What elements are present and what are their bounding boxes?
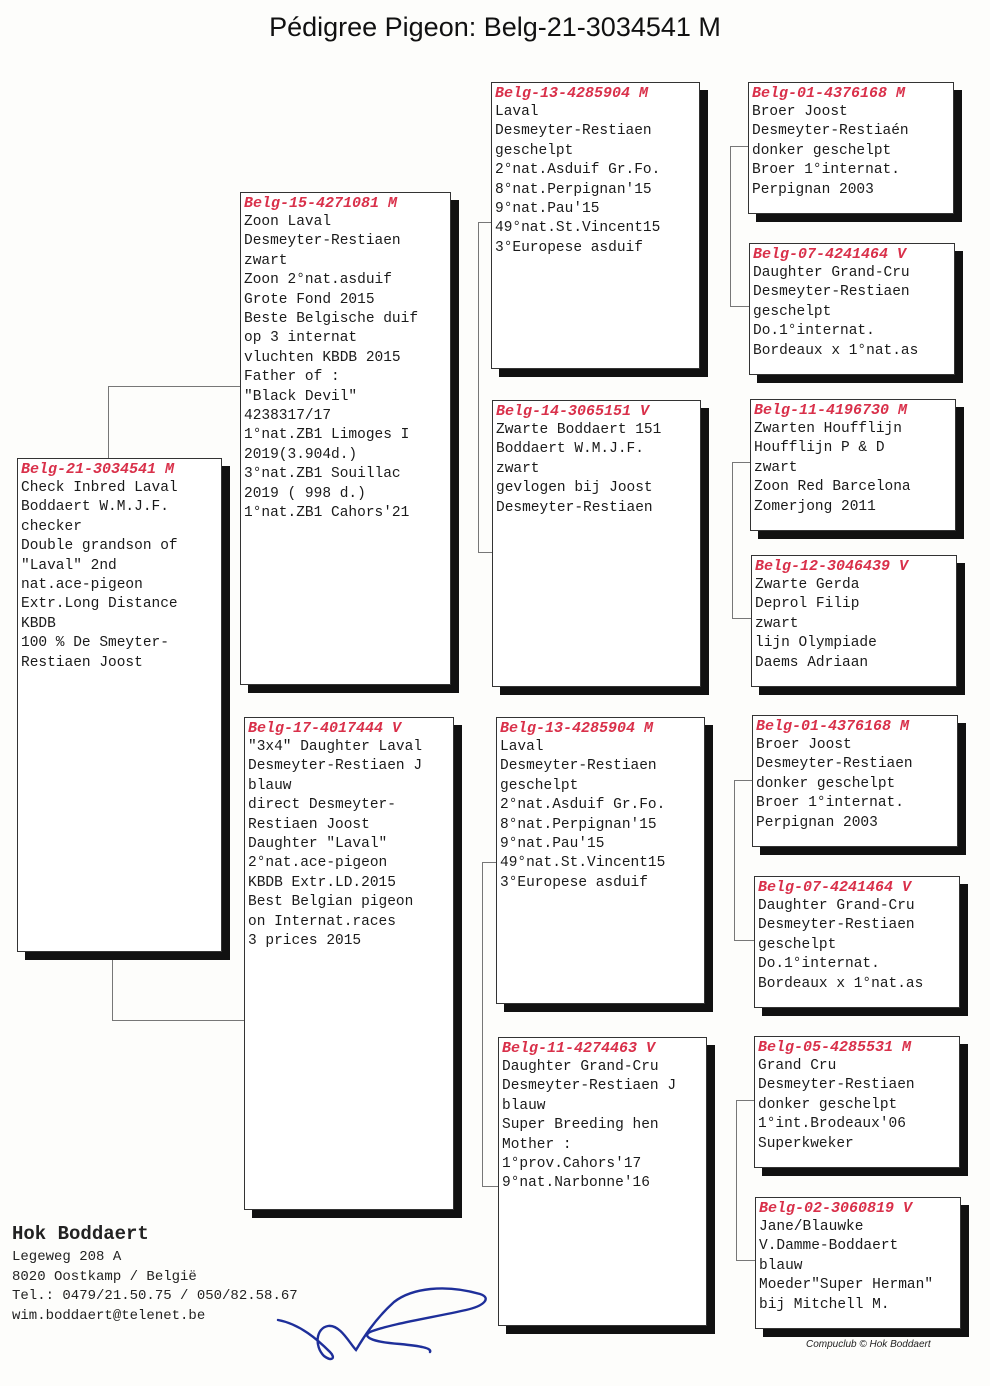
pigeon-details xyxy=(502,1058,706,1194)
ring-number: Belg-15-4271081 M xyxy=(244,195,398,212)
detail-line: Moeder"Super Herman" xyxy=(759,1277,934,1294)
detail-line: Broer 1°internat. xyxy=(752,162,900,179)
detail-line: geschelpt xyxy=(500,777,579,794)
detail-line: 1°int.Brodeaux'06 xyxy=(758,1116,906,1133)
detail-line: Desmeyter-Restiaen xyxy=(495,123,652,140)
pigeon-details xyxy=(756,736,957,833)
ring-number: Belg-13-4285904 M xyxy=(500,720,654,737)
detail-line: 49°nat.St.Vincent15 xyxy=(500,855,666,872)
pigeon-details xyxy=(495,103,699,258)
detail-line: vluchten KBDB 2015 xyxy=(244,349,401,366)
detail-line: KBDB xyxy=(21,615,56,632)
breeder-city: 8020 Oostkamp / België xyxy=(12,1268,197,1285)
card-subject xyxy=(17,458,222,952)
page-title: Pédigree Pigeon: Belg-21-3034541 M xyxy=(269,12,721,42)
breeder-address: Legeweg 208 A xyxy=(12,1249,122,1265)
detail-line: Bordeaux x 1°nat.as xyxy=(758,975,924,992)
detail-line: donker geschelpt xyxy=(758,1096,898,1113)
detail-line: 9°nat.Pau'15 xyxy=(495,201,600,218)
detail-line: 3°Europese asduif xyxy=(495,239,643,256)
ring-number: Belg-01-4376168 M xyxy=(756,718,910,735)
signature xyxy=(270,1280,500,1375)
connector xyxy=(732,462,750,463)
pigeon-details xyxy=(758,1057,959,1154)
detail-line: 9°nat.Pau'15 xyxy=(500,836,605,853)
ring-number: Belg-05-4285531 M xyxy=(758,1039,912,1056)
detail-line: Zoon Laval xyxy=(244,214,332,230)
card-mff xyxy=(752,715,958,847)
pigeon-details xyxy=(754,420,955,517)
detail-line: Daughter Grand-Cru xyxy=(758,898,915,914)
detail-line: 2019(3.904d.) xyxy=(244,446,358,463)
detail-line: Grote Fond 2015 xyxy=(244,291,375,308)
card-mmm xyxy=(755,1197,961,1329)
detail-line: Jane/Blauwke xyxy=(759,1219,864,1235)
card-mother-father xyxy=(496,717,705,1004)
detail-line: Deprol Filip xyxy=(755,596,860,613)
pigeon-details xyxy=(759,1218,960,1315)
detail-line: blauw xyxy=(759,1257,803,1274)
detail-line: Broer Joost xyxy=(756,737,852,753)
detail-line: Father of : xyxy=(244,369,340,386)
ring-number: Belg-11-4196730 M xyxy=(754,402,908,419)
detail-line: Zomerjong 2011 xyxy=(754,498,876,515)
detail-line: KBDB Extr.LD.2015 xyxy=(248,874,396,891)
detail-line: donker geschelpt xyxy=(756,775,896,792)
card-father-father xyxy=(491,82,700,369)
detail-line: Desmeyter-Restiaén xyxy=(752,123,909,140)
detail-line: Desmeyter-Restiaen xyxy=(758,1077,915,1094)
connector xyxy=(736,1100,737,1260)
detail-line: Zwarten Houfflijn xyxy=(754,421,902,437)
card-father-mother xyxy=(492,400,701,687)
connector xyxy=(478,552,492,553)
detail-line: direct Desmeyter- xyxy=(248,797,396,814)
connector xyxy=(730,146,748,147)
connector xyxy=(108,386,109,458)
detail-line: Desmeyter-Restiaen J xyxy=(248,758,423,775)
detail-line: Desmeyter-Restiaen J xyxy=(502,1078,677,1095)
detail-line: geschelpt xyxy=(758,936,837,953)
connector xyxy=(112,1020,245,1021)
breeder-phone: Tel.: 0479/21.50.75 / 050/82.58.67 xyxy=(12,1288,298,1304)
detail-line: lijn Olympiade xyxy=(755,635,877,652)
detail-line: Boddaert W.M.J.F. xyxy=(496,441,644,458)
detail-line: 2019 ( 998 d.) xyxy=(244,485,366,502)
detail-line: Desmeyter-Restiaen xyxy=(496,499,653,516)
pigeon-details xyxy=(755,576,956,673)
detail-line: 49°nat.St.Vincent15 xyxy=(495,220,661,237)
detail-line: Do.1°internat. xyxy=(753,323,875,340)
ring-number: Belg-21-3034541 M xyxy=(21,461,175,478)
card-mother xyxy=(244,717,454,1210)
detail-line: Boddaert W.M.J.F. xyxy=(21,499,169,516)
connector xyxy=(482,862,483,1186)
detail-line: bij Mitchell M. xyxy=(759,1296,890,1313)
detail-line: Daughter "Laval" xyxy=(248,836,388,853)
connector xyxy=(108,386,241,387)
pigeon-details xyxy=(752,103,953,200)
detail-line: 3°nat.ZB1 Souillac xyxy=(244,466,401,483)
ring-number: Belg-02-3060819 V xyxy=(759,1200,913,1217)
detail-line: 2°nat.ace-pigeon xyxy=(248,855,388,872)
detail-line: 2°nat.Asduif Gr.Fo. xyxy=(500,797,666,814)
detail-line: Daems Adriaan xyxy=(755,654,869,671)
detail-line: 9°nat.Narbonne'16 xyxy=(502,1175,650,1192)
ring-number: Belg-07-4241464 V xyxy=(753,246,907,263)
detail-line: 100 % De Smeyter- xyxy=(21,635,169,652)
card-mother-mother xyxy=(498,1037,707,1326)
ring-number: Belg-13-4285904 M xyxy=(495,85,649,102)
ring-number: Belg-11-4274463 V xyxy=(502,1040,656,1057)
card-ffm xyxy=(749,243,955,375)
pigeon-details xyxy=(496,421,700,518)
detail-line: zwart xyxy=(244,252,288,269)
detail-line: Desmeyter-Restiaen xyxy=(756,756,913,773)
pigeon-details xyxy=(758,897,959,994)
detail-line: gevlogen bij Joost xyxy=(496,480,653,497)
detail-line: donker geschelpt xyxy=(752,142,892,159)
ring-number: Belg-12-3046439 V xyxy=(755,558,909,575)
detail-line: Do.1°internat. xyxy=(758,956,880,973)
connector xyxy=(736,1100,754,1101)
detail-line: Restiaen Joost xyxy=(248,816,370,833)
detail-line: on Internat.races xyxy=(248,913,396,930)
connector xyxy=(478,222,491,223)
detail-line: 8°nat.Perpignan'15 xyxy=(500,816,657,833)
detail-line: Mother : xyxy=(502,1136,572,1153)
detail-line: Laval xyxy=(495,104,539,120)
detail-line: Perpignan 2003 xyxy=(756,814,878,831)
detail-line: Broer Joost xyxy=(752,104,848,120)
detail-line: zwart xyxy=(496,460,540,477)
connector xyxy=(734,940,754,941)
card-fmf xyxy=(750,399,956,531)
detail-line: "3x4" Daughter Laval xyxy=(248,739,423,755)
detail-line: zwart xyxy=(755,615,799,632)
detail-line: Zoon 2°nat.asduif xyxy=(244,272,392,289)
detail-line: Desmeyter-Restiaen xyxy=(753,284,910,301)
breeder-contact xyxy=(12,1222,298,1326)
detail-line: Daughter Grand-Cru xyxy=(753,265,910,281)
ring-number: Belg-14-3065151 V xyxy=(496,403,650,420)
connector xyxy=(730,146,731,306)
pigeon-details xyxy=(21,479,221,673)
detail-line: zwart xyxy=(754,459,798,476)
detail-line: nat.ace-pigeon xyxy=(21,577,143,594)
detail-line: Perpignan 2003 xyxy=(752,181,874,198)
detail-line: "Laval" 2nd xyxy=(21,557,117,574)
detail-line: Extr.Long Distance xyxy=(21,596,178,613)
ring-number: Belg-07-4241464 V xyxy=(758,879,912,896)
detail-line: 3°Europese asduif xyxy=(500,874,648,891)
detail-line: blauw xyxy=(248,777,292,794)
detail-line: 4238317/17 xyxy=(244,408,332,425)
detail-line: 8°nat.Perpignan'15 xyxy=(495,181,652,198)
detail-line: geschelpt xyxy=(495,142,574,159)
detail-line: Bordeaux x 1°nat.as xyxy=(753,342,919,359)
detail-line: Beste Belgische duif xyxy=(244,311,419,328)
detail-line: geschelpt xyxy=(753,303,832,320)
breeder-name: Hok Boddaert xyxy=(12,1223,149,1245)
connector xyxy=(478,222,479,552)
detail-line: Zwarte Gerda xyxy=(755,577,860,593)
detail-line: Check Inbred Laval xyxy=(21,480,178,496)
connector xyxy=(734,780,752,781)
connector xyxy=(482,1186,498,1187)
card-mmf xyxy=(754,1036,960,1168)
detail-line: blauw xyxy=(502,1097,546,1114)
detail-line: 2°nat.Asduif Gr.Fo. xyxy=(495,162,661,179)
detail-line: Daughter Grand-Cru xyxy=(502,1059,659,1075)
detail-line: Houfflijn P & D xyxy=(754,440,885,457)
card-fmm xyxy=(751,555,957,687)
software-credit: Compuclub © Hok Boddaert xyxy=(806,1339,931,1350)
connector xyxy=(736,1260,755,1261)
detail-line: Desmeyter-Restiaen xyxy=(500,758,657,775)
detail-line: Zoon Red Barcelona xyxy=(754,479,911,496)
ring-number: Belg-17-4017444 V xyxy=(248,720,402,737)
detail-line: Desmeyter-Restiaen xyxy=(758,917,915,934)
card-mfm xyxy=(754,876,960,1008)
detail-line: 3 prices 2015 xyxy=(248,933,362,950)
pigeon-details xyxy=(248,738,453,951)
pigeon-details xyxy=(753,264,954,361)
detail-line: "Black Devil" xyxy=(244,388,358,405)
ring-number: Belg-01-4376168 M xyxy=(752,85,906,102)
detail-line: Laval xyxy=(500,739,544,755)
detail-line: Super Breeding hen xyxy=(502,1117,659,1134)
detail-line: Zwarte Boddaert 151 xyxy=(496,422,662,438)
card-fff xyxy=(748,82,954,214)
connector xyxy=(734,780,735,940)
detail-line: Restiaen Joost xyxy=(21,654,143,671)
pigeon-details xyxy=(500,738,704,893)
detail-line: 1°nat.ZB1 Limoges I xyxy=(244,427,410,444)
detail-line: Best Belgian pigeon xyxy=(248,894,414,911)
detail-line: Desmeyter-Restiaen xyxy=(244,233,401,250)
detail-line: checker xyxy=(21,518,82,535)
connector xyxy=(482,862,496,863)
detail-line: 1°prov.Cahors'17 xyxy=(502,1156,642,1173)
detail-line: op 3 internat xyxy=(244,330,358,347)
detail-line: Broer 1°internat. xyxy=(756,795,904,812)
connector xyxy=(730,306,749,307)
pigeon-details xyxy=(244,213,450,524)
connector xyxy=(732,618,751,619)
detail-line: V.Damme-Boddaert xyxy=(759,1238,899,1255)
detail-line: Double grandson of xyxy=(21,538,178,555)
card-father xyxy=(240,192,451,685)
connector xyxy=(112,952,113,1020)
detail-line: Superkweker xyxy=(758,1135,854,1152)
detail-line: 1°nat.ZB1 Cahors'21 xyxy=(244,505,410,522)
connector xyxy=(732,462,733,618)
breeder-email: wim.boddaert@telenet.be xyxy=(12,1307,206,1324)
detail-line: Grand Cru xyxy=(758,1058,837,1074)
